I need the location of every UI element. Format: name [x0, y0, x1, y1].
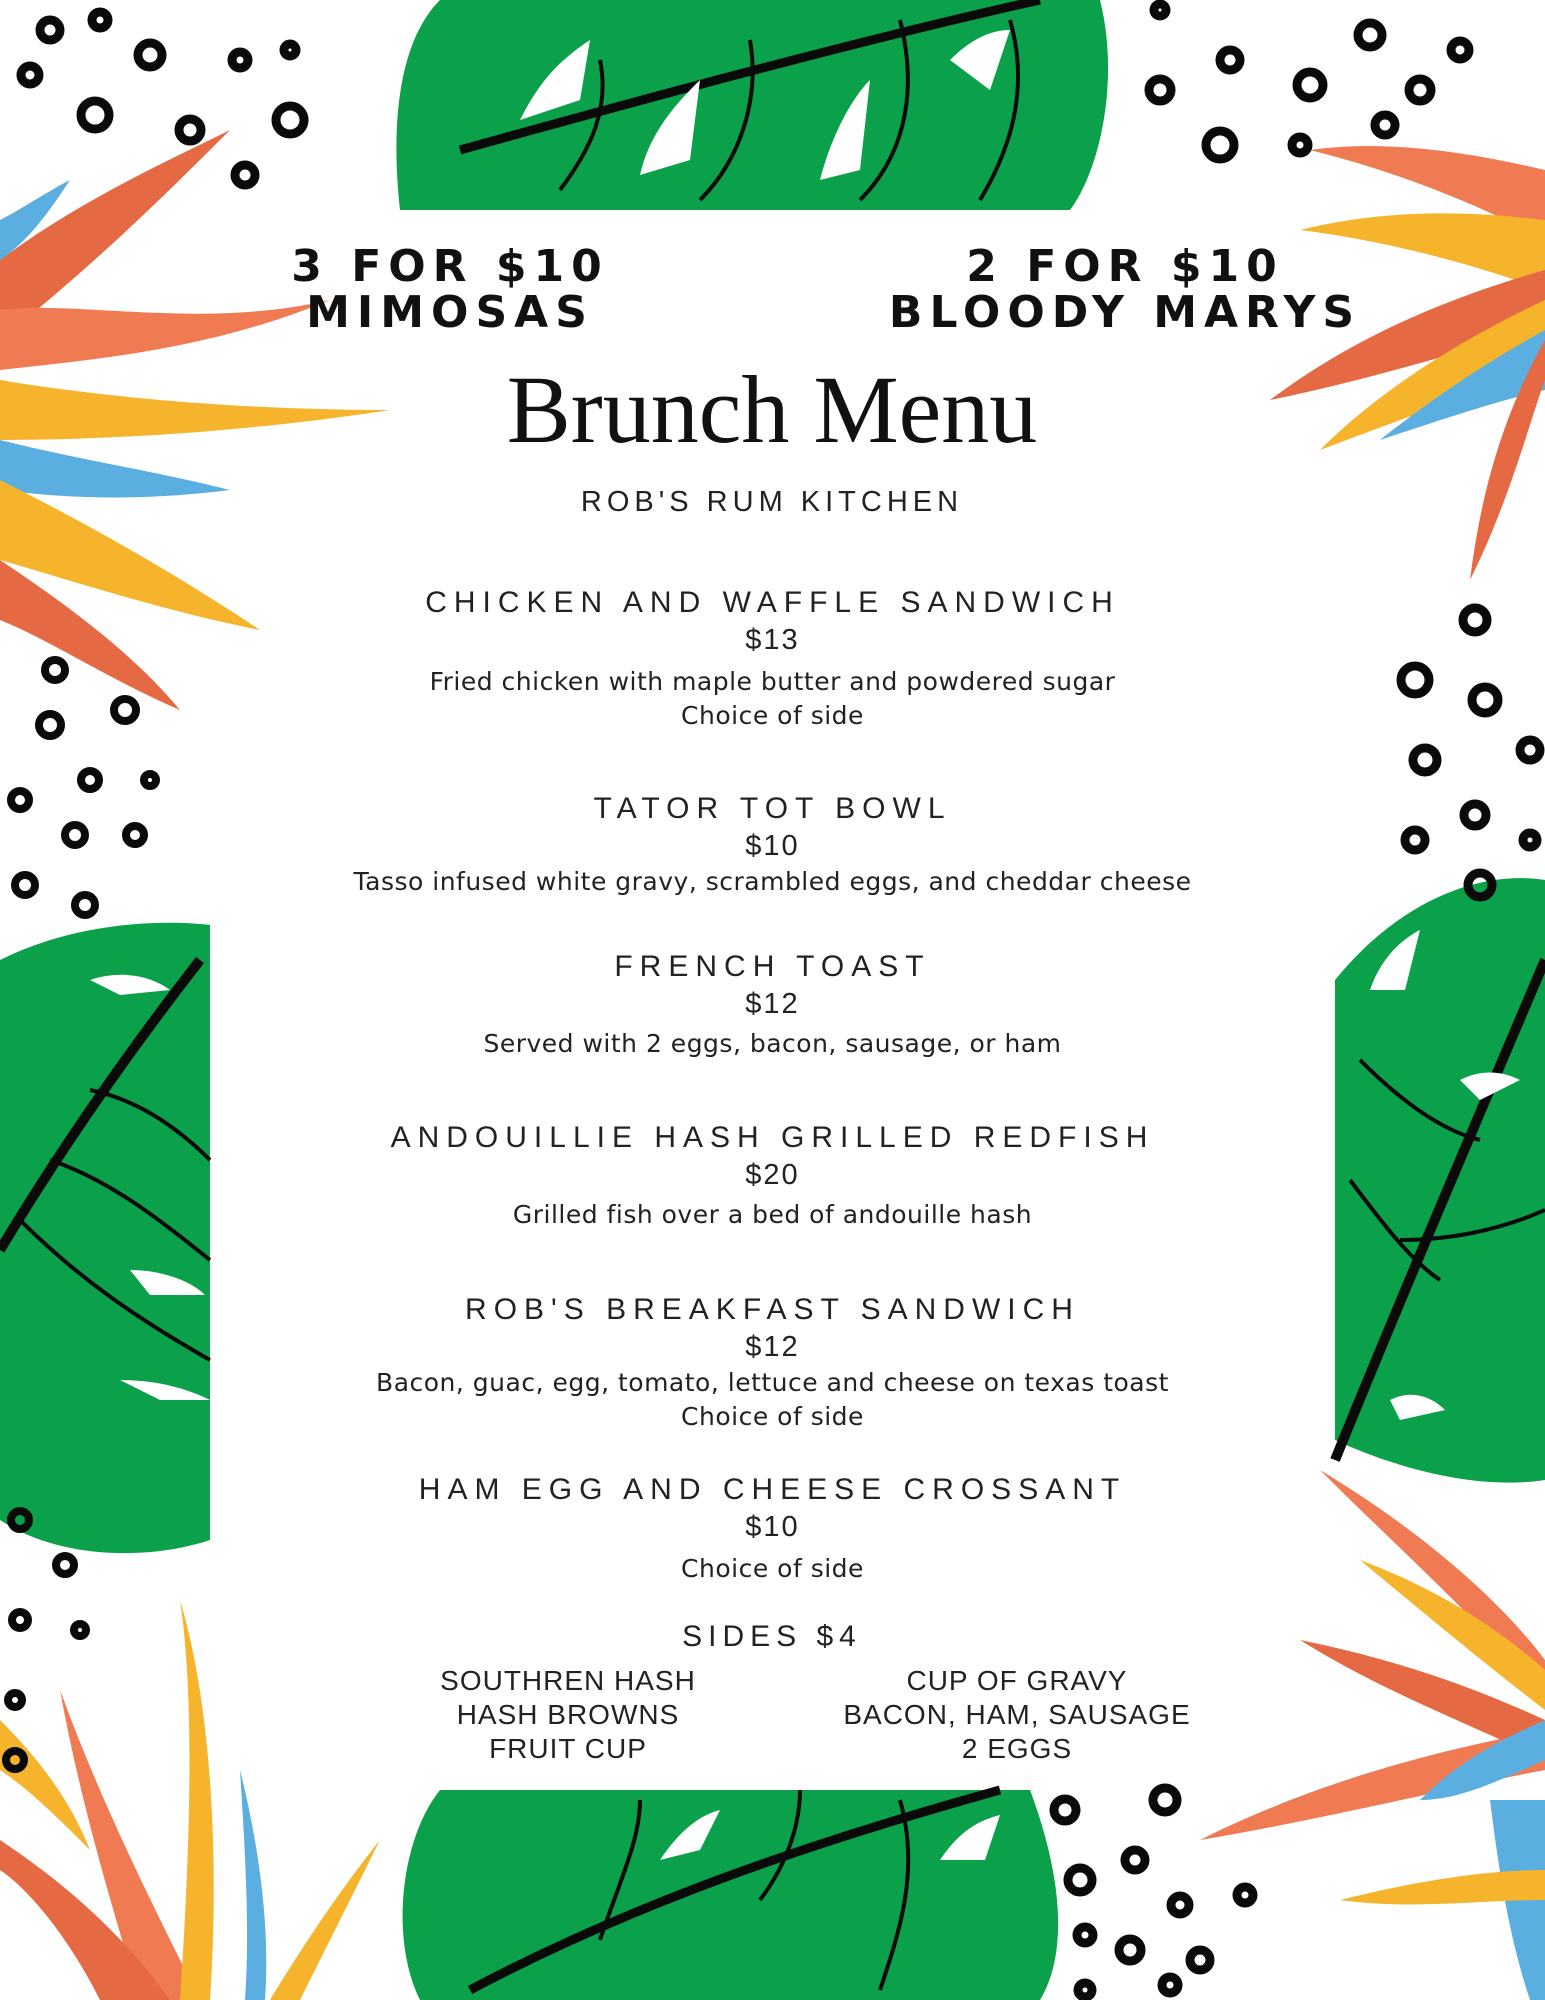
side-item: HASH BROWNS	[456, 1699, 680, 1730]
promo-bloody-marys-price: 2 FOR $10	[966, 241, 1284, 292]
item-price: $20	[745, 1159, 800, 1191]
item-name: ROB'S BREAKFAST SANDWICH	[465, 1293, 1080, 1326]
promo-mimosas	[270, 241, 630, 338]
side-item: CUP OF GRAVY	[906, 1665, 1128, 1696]
promo-mimosas-price: 3 FOR $10	[291, 241, 609, 292]
item-name: HAM EGG AND CHEESE CROSSANT	[418, 1473, 1127, 1506]
leaf-left-graphic	[0, 923, 210, 1553]
menu-item-crossant	[290, 1472, 1255, 1586]
menu-item-redfish	[290, 1120, 1255, 1232]
item-price: $12	[745, 988, 800, 1020]
item-description: Choice of side	[681, 1402, 864, 1431]
item-price: $10	[745, 1511, 800, 1543]
item-name: TATOR TOT BOWL	[593, 792, 952, 825]
dot-cluster-mid-left	[11, 660, 156, 915]
item-name: ANDOUILLIE HASH GRILLED REDFISH	[390, 1121, 1155, 1154]
item-description: Fried chicken with maple butter and powdered sugar	[429, 667, 1116, 696]
side-item: SOUTHREN HASH	[440, 1665, 696, 1696]
menu-item-french-toast	[290, 949, 1255, 1061]
item-description: Served with 2 eggs, bacon, sausage, or ham	[483, 1029, 1062, 1058]
item-price: $12	[745, 1331, 800, 1363]
dot-cluster-top-left	[21, 12, 304, 185]
menu-item-breakfast-sandwich	[290, 1292, 1255, 1434]
dot-cluster-mid-right	[1401, 608, 1540, 897]
menu-item-chicken-waffle	[290, 585, 1255, 733]
promo-mimosas-label: MIMOSAS	[306, 287, 594, 338]
dot-cluster-top-right	[1149, 4, 1469, 159]
side-item: 2 EGGS	[961, 1733, 1073, 1764]
leaf-top-graphic	[396, 0, 1108, 210]
item-description: Bacon, guac, egg, tomato, lettuce and cheese on texas toast	[376, 1368, 1169, 1397]
dot-cluster-bottom-right	[1054, 1788, 1253, 1997]
item-name: FRENCH TOAST	[614, 950, 931, 983]
flower-bottom-left-graphic	[0, 1600, 380, 2000]
leaf-bottom-graphic	[403, 1790, 1059, 2000]
restaurant-name: ROB'S RUM KITCHEN	[580, 486, 964, 518]
side-item: FRUIT CUP	[489, 1733, 647, 1764]
promo-bloody-marys-label: BLOODY MARYS	[888, 287, 1362, 338]
item-price: $13	[745, 624, 800, 656]
item-description: Choice of side	[681, 1554, 864, 1583]
sides-header: SIDES $4	[682, 1620, 862, 1653]
menu-title: Brunch Menu	[506, 356, 1038, 463]
leaf-right-graphic	[1335, 878, 1545, 1482]
side-item: BACON, HAM, SAUSAGE	[843, 1699, 1191, 1730]
flower-top-right-graphic	[1270, 146, 1545, 580]
sides-list-right	[807, 1664, 1227, 1766]
menu-item-tator-tot-bowl	[290, 791, 1255, 899]
item-description: Choice of side	[681, 701, 864, 730]
promo-bloody-marys	[870, 241, 1380, 338]
sides-list-left	[358, 1664, 778, 1766]
item-name: CHICKEN AND WAFFLE SANDWICH	[425, 586, 1120, 619]
item-description: Grilled fish over a bed of andouille hash	[512, 1200, 1033, 1229]
item-description: Tasso infused white gravy, scrambled eggs, and cheddar cheese	[353, 867, 1192, 896]
item-price: $10	[745, 830, 800, 862]
